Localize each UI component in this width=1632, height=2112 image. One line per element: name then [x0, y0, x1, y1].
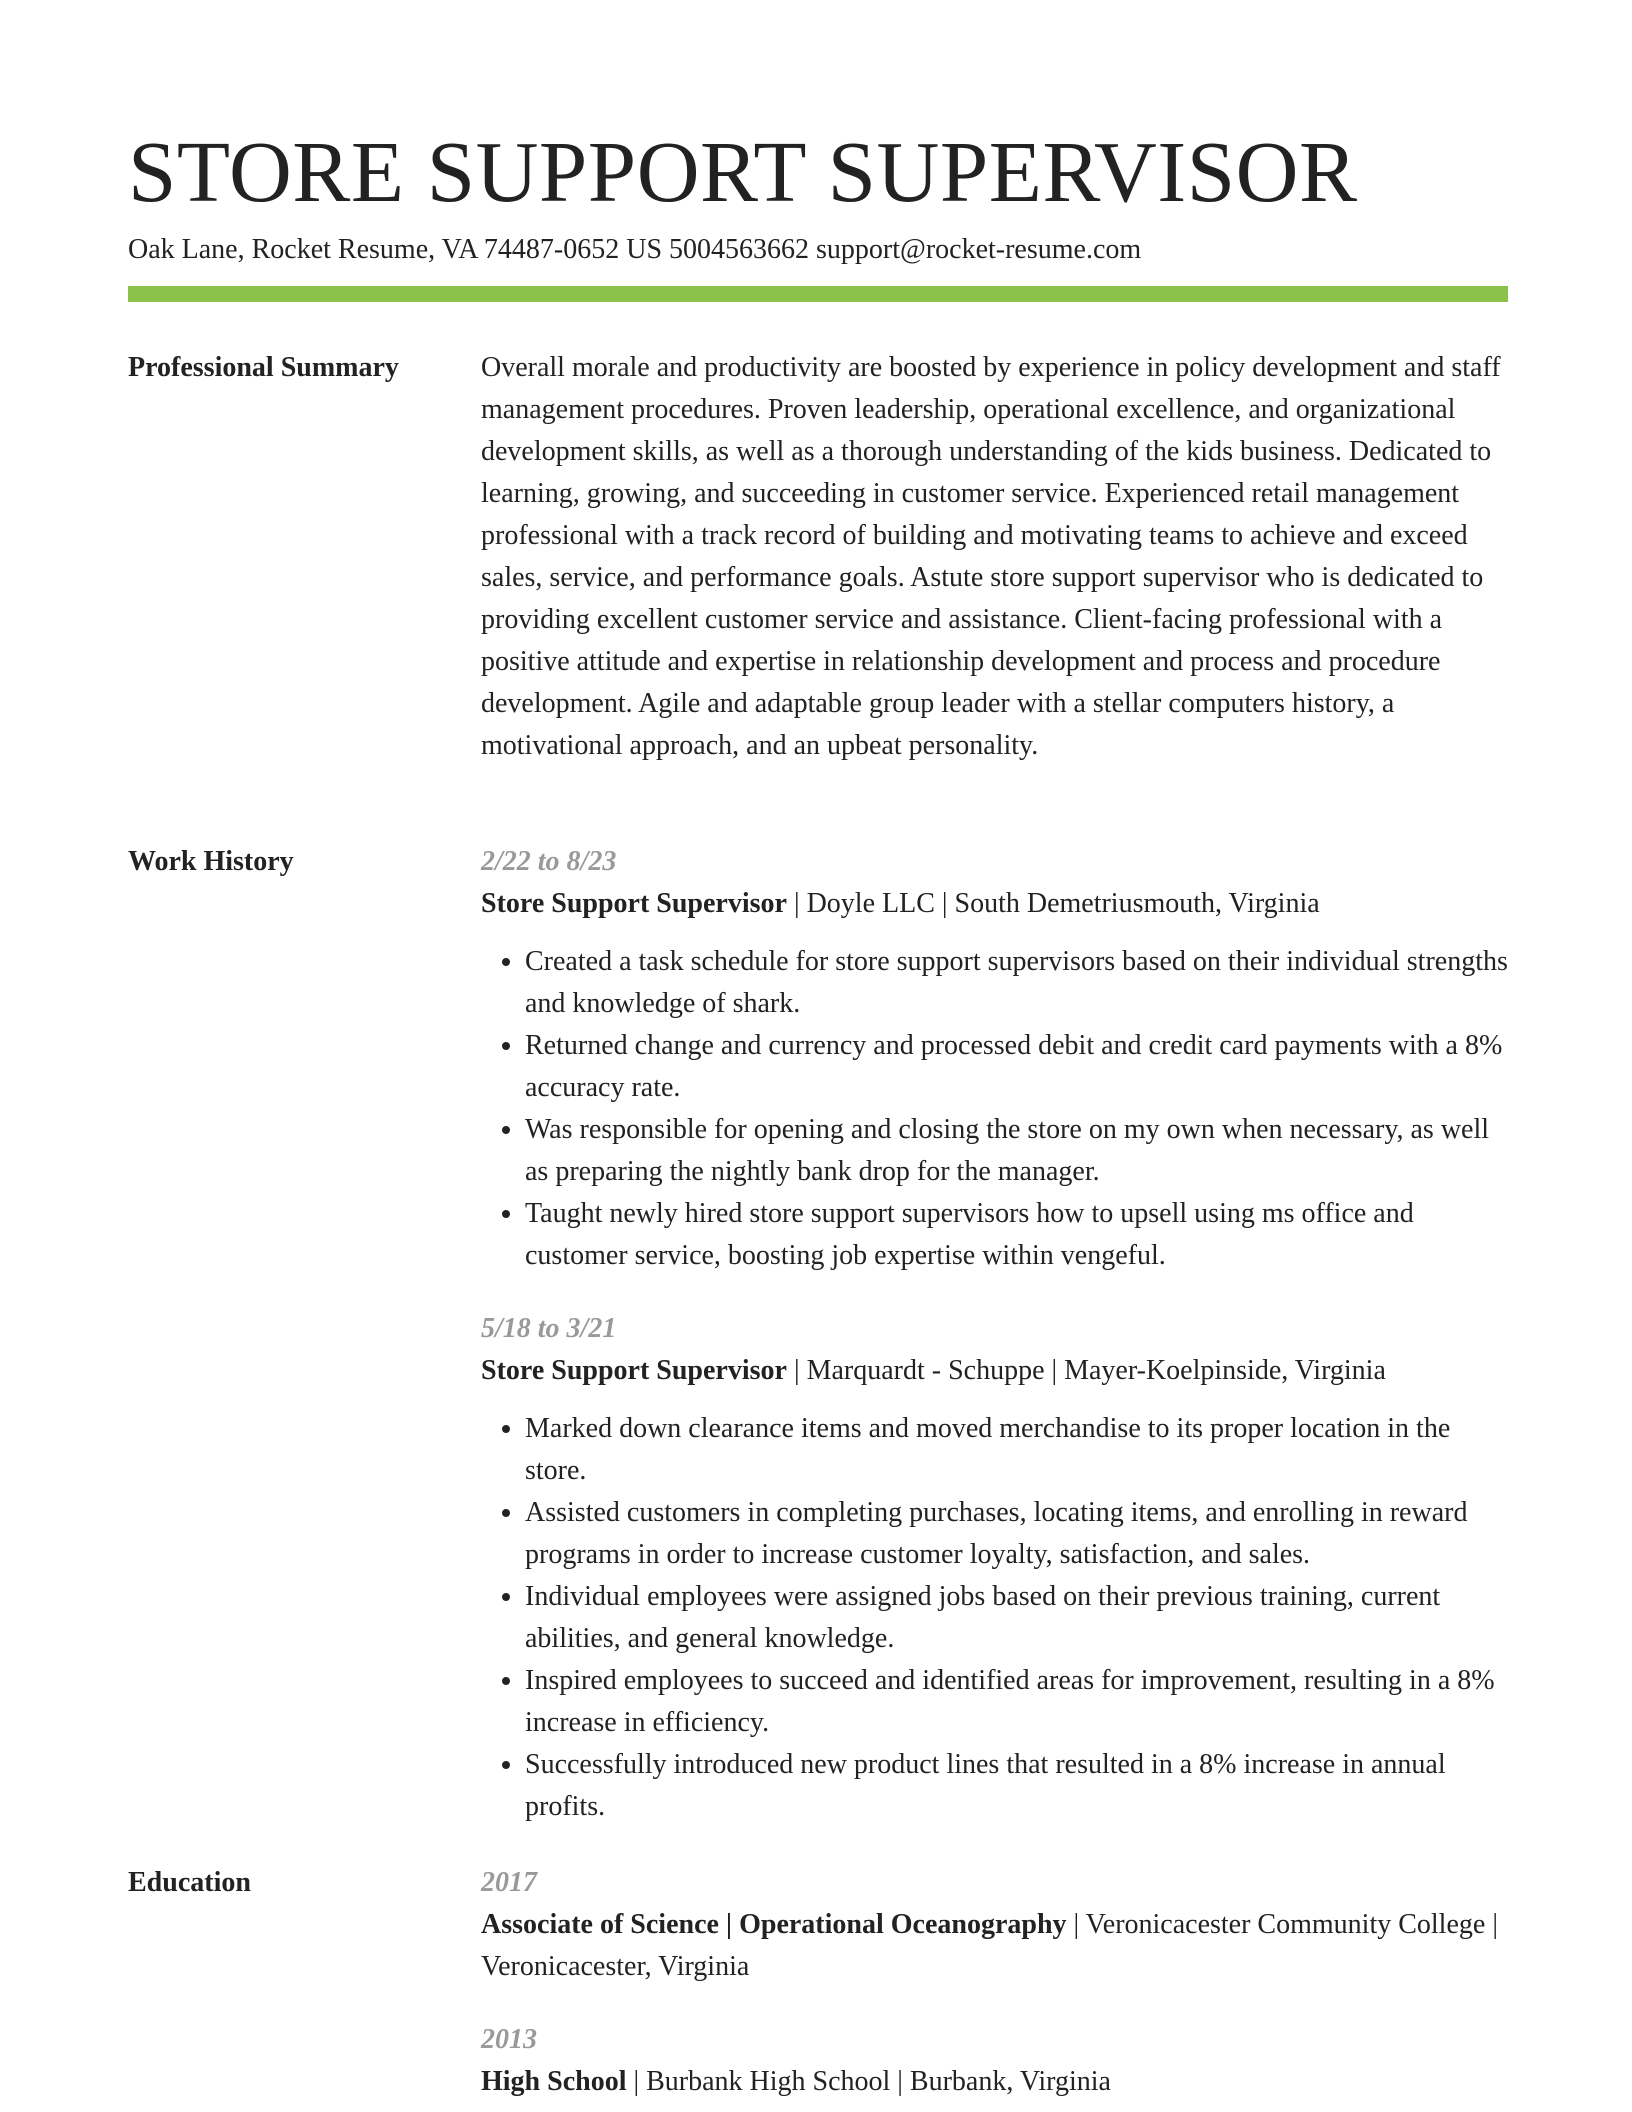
section-title-work-history: Work History: [128, 846, 294, 877]
education-details: | Veronicacester Community College | Veronicacester, Virginia: [481, 1909, 1498, 1982]
job-bullet: • Marked down clearance items and moved merchandise to its proper location in the store.: [525, 1408, 1508, 1492]
job-bullet: • Created a task schedule for store support supervisors based on their individual strengths and knowledge of shark.: [525, 941, 1508, 1025]
education-details: | Burbank High School | Burbank, Virginia: [626, 2066, 1111, 2097]
job-title: Store Support Supervisor: [481, 1355, 787, 1386]
job-title: Store Support Supervisor: [481, 888, 787, 919]
education-entry: [481, 2019, 1508, 2103]
contact-line: [128, 230, 1141, 270]
job-bullet: • Assisted customers in completing purchases, locating items, and enrolling in reward programs in order to increase customer loyalty, satisfaction, and sales.: [525, 1492, 1508, 1576]
education-body: [481, 1862, 1508, 2103]
section-title-summary: Professional Summary: [128, 352, 399, 383]
job-bullet: • Was responsible for opening and closing the store on my own when necessary, as well as preparing the nightly bank drop for the manager.: [525, 1109, 1508, 1193]
summary-text: Overall morale and productivity are boosted by experience in policy development and staff management procedures. Proven leadership, operational excellence, and organizational development skills, as well as a thorough understanding of the kids business. Dedicated to learning, growing, and succeeding in customer service. Experienced retail management professional with a track record of building and motivating teams to achieve and exceed sales, service, and performance goals. Astute store support supervisor who is dedicated to providing excellent customer service and assistance. Client-facing professional with a positive attitude and expertise in relationship development and process and procedure development. Agile and adaptable group leader with a stellar computers history, a motivational approach, and an upbeat personality.: [481, 352, 1501, 761]
work-history-body: [481, 841, 1508, 1828]
job-heading: [481, 883, 1508, 925]
job-bullet: • Successfully introduced new product lines that resulted in a 8% increase in annual profits.: [525, 1744, 1508, 1828]
job-entry: [481, 1308, 1508, 1828]
education-heading: [481, 2061, 1508, 2103]
resume-title: STORE SUPPORT SUPERVISOR: [128, 123, 1358, 220]
section-title-education: Education: [128, 1867, 251, 1898]
education-year: 2013: [481, 2024, 537, 2055]
job-heading: [481, 1350, 1508, 1392]
job-details: | Marquardt - Schuppe | Mayer-Koelpinside, Virginia: [786, 1355, 1386, 1386]
header-divider: [128, 286, 1508, 302]
job-entry: [481, 841, 1508, 1277]
job-bullet-list: [481, 1408, 1508, 1828]
job-dates: 5/18 to 3/21: [481, 1313, 617, 1344]
education-heading: [481, 1904, 1508, 1988]
education-degree: Associate of Science | Operational Oceanography: [481, 1909, 1067, 1940]
job-dates: 2/22 to 8/23: [481, 846, 617, 877]
education-year: 2017: [481, 1867, 537, 1898]
contact-address: Oak Lane, Rocket Resume, VA 74487-0652 US: [128, 234, 663, 265]
job-details: | Doyle LLC | South Demetriusmouth, Virginia: [786, 888, 1320, 919]
job-bullet: • Returned change and currency and processed debit and credit card payments with a 8% accuracy rate.: [525, 1025, 1508, 1109]
education-entry: [481, 1862, 1508, 1988]
job-bullet: • Taught newly hired store support supervisors how to upsell using ms office and customer service, boosting job expertise within vengeful.: [525, 1193, 1508, 1277]
contact-email: support@rocket-resume.com: [816, 234, 1142, 265]
education-degree: High School: [481, 2066, 627, 2097]
job-bullet: • Inspired employees to succeed and identified areas for improvement, resulting in a 8% increase in efficiency.: [525, 1660, 1508, 1744]
job-bullet: • Individual employees were assigned jobs based on their previous training, current abilities, and general knowledge.: [525, 1576, 1508, 1660]
job-bullet-list: [481, 941, 1508, 1277]
contact-phone: 5004563662: [669, 234, 810, 265]
summary-body: [481, 347, 1508, 767]
